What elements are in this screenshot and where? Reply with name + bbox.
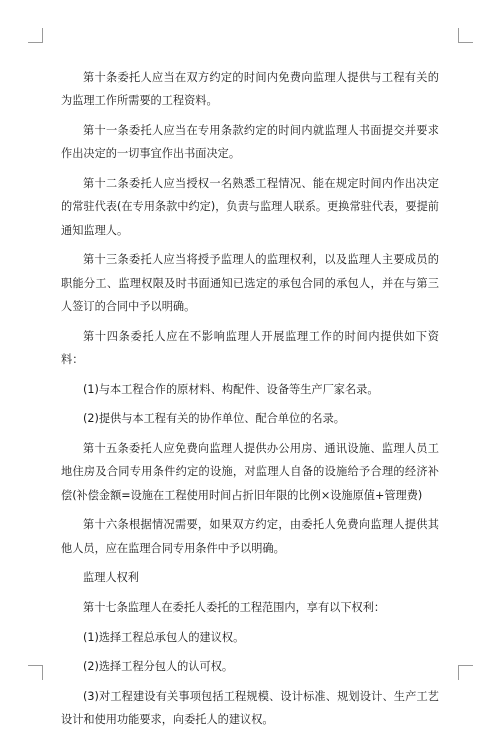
crop-mark-bottom-right bbox=[458, 665, 473, 680]
paragraph-article-12: 第十二条委托人应当授权一名熟悉工程情况、能在规定时间内作出决定的常驻代表(在专用条款中约定)，负责与监理人联系。更换常驻代表，要提前通知监理人。 bbox=[61, 177, 439, 237]
list-item-14-2: (2)提供与本工程有关的协作单位、配合单位的名录。 bbox=[83, 412, 345, 426]
paragraph-article-11: 第十一条委托人应当在专用条款约定的时间内就监理人书面提交并要求作出决定的一切事宜作出书面决定。 bbox=[61, 124, 439, 161]
list-item-17-3: (3)对工程建设有关事项包括工程规模、设计标准、规划设计、生产工艺设计和使用功能要求，向委托人的建议权。 bbox=[61, 689, 439, 727]
crop-mark-top-right bbox=[458, 28, 473, 43]
paragraph-article-10: 第十条委托人应当在双方约定的时间内免费向监理人提供与工程有关的为监理工作所需要的工程资料。 bbox=[61, 71, 439, 108]
crop-mark-bottom-left bbox=[28, 665, 43, 680]
section-heading-supervisor-rights: 监理人权利 bbox=[83, 571, 139, 585]
list-item-14-1: (1)与本工程合作的原材料、构配件、设备等生产厂家名录。 bbox=[83, 382, 379, 396]
crop-mark-top-left bbox=[28, 28, 43, 43]
paragraph-article-14: 第十四条委托人应在不影响监理人开展监理工作的时间内提供如下资料： bbox=[61, 329, 439, 367]
paragraph-article-13: 第十三条委托人应当将授予监理人的监理权利，以及监理人主要成员的职能分工、监理权限及时书面通知已选定的承包合同的承包人，并在与第三人签订的合同中予以明确。 bbox=[61, 253, 439, 314]
paragraph-article-17: 第十七条监理人在委托人委托的工程范围内，享有以下权利： bbox=[83, 601, 386, 614]
list-item-17-1: (1)选择工程总承包人的建议权。 bbox=[83, 630, 245, 644]
list-item-17-2: (2)选择工程分包人的认可权。 bbox=[83, 660, 234, 674]
paragraph-article-16: 第十六条根据情况需要，如果双方约定，由委托人免费向监理人提供其他人员，应在监理合同专用条件中予以明确。 bbox=[61, 518, 439, 555]
document-body bbox=[61, 66, 439, 738]
paragraph-article-15: 第十五条委托人应免费向监理人提供办公用房、通讯设施、监理人员工地住房及合同专用条件约定的设施，对监理人自备的设施给予合理的经济补偿(补偿金额=设施在工程使用时间占折旧年限的比例×设施原值+管理费) bbox=[61, 442, 439, 502]
